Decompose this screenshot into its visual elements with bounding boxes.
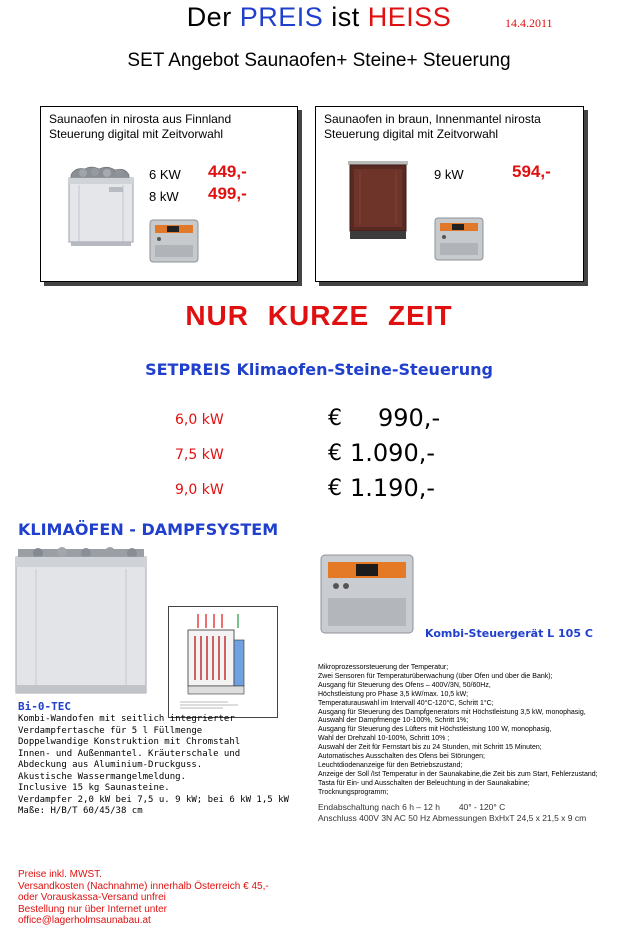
desc-line: Inclusive 15 kg Saunasteine. — [18, 783, 170, 793]
offer-2-text — [316, 107, 583, 142]
spec-line: Wahl der Drehzahl 10-100%, Schritt 10% ; — [318, 735, 450, 743]
footer-email: office@lagerholmsaunabau.at — [18, 915, 151, 926]
brown-stove-image — [346, 159, 410, 243]
kombi-controller-image — [320, 554, 414, 634]
spec-line: Ausgang für Steuerung des Ofens – 400V/3N, 50/60Hz, — [318, 681, 491, 689]
offer-2-line-2: Steuerung digital mit Zeitvorwahl — [324, 127, 499, 141]
stainless-stove-image — [65, 165, 137, 249]
steam-system-diagram — [168, 606, 278, 718]
title-word-heiss: HEISS — [367, 2, 452, 32]
desc-line: Verdampfertasche für 5 l Füllmenge — [18, 725, 203, 736]
spec-line: Mikroprozessorsteuerung der Temperatur; — [318, 664, 449, 671]
footer-notes — [18, 869, 269, 927]
spec-summary-line: Endabschaltung nach 6 h – 12 h 40° - 120° C — [318, 802, 506, 812]
setpreis-currency-6: € — [328, 406, 342, 431]
title-word-der: Der — [186, 2, 232, 32]
setpreis-heading: SETPREIS Klimaofen-Steine-Steuerung — [145, 360, 493, 379]
offer-1-kw-6: 6 KW — [149, 167, 181, 182]
offer-2-line-1: Saunaofen in braun, Innenmantel nirosta — [324, 112, 541, 126]
setpreis-price-6: 990,- — [378, 404, 441, 432]
spec-line: Auswahl der Dampfmenge 10-100%, Schritt 1%; — [318, 717, 469, 725]
offer-1-price-8: 499,- — [208, 184, 247, 203]
spec-line: Trocknungsprogramm; — [318, 788, 389, 796]
klima-heading: KLIMAÖFEN - DAMPFSYSTEM — [18, 520, 279, 539]
bi-o-tec-name: Bi-0-TEC — [18, 700, 71, 713]
offer-1-line-2: Steuerung digital mit Zeitvorwahl — [49, 127, 224, 141]
offer-1-line-1: Saunaofen in nirosta aus Finnland — [49, 112, 232, 126]
setpreis-kw-6: 6,0 kW — [175, 412, 224, 428]
footer-order-note: Bestellung nur über Internet unter — [18, 903, 167, 915]
footer-vat: Preise inkl. MWST. — [18, 869, 102, 880]
controller-spec-list — [318, 664, 633, 798]
bi-o-tec-description — [18, 714, 289, 818]
desc-line: Innen- und Außenmantel. Kräuterschale und — [18, 748, 241, 759]
desc-line: Doppelwandige Konstruktion mit Chromstahl — [18, 737, 241, 747]
spec-line: Höchstleistung pro Phase 3,5 kW/max. 10,5 kW; — [318, 690, 469, 698]
offer-2-price-9: 594,- — [512, 162, 551, 181]
controller-image-2 — [434, 217, 484, 261]
setpreis-price-7-5: 1.090,- — [350, 439, 435, 467]
offer-1-text — [41, 107, 297, 142]
spec-line: Auswahl der Zeit für Fernstart bis zu 24 Stunden, mit Schritt 15 Minuten; — [318, 744, 542, 752]
setpreis-kw-9: 9,0 kW — [175, 482, 224, 498]
setpreis-currency-7-5: € — [328, 441, 342, 466]
promo-banner: NUR KURZE ZEIT — [185, 300, 453, 331]
kombi-controller-name: Kombi-Steuergerät L 105 C — [425, 627, 593, 640]
spec-line: Ausgang für Steuerung des Lüfters mit Höchstleistung 100 W, monophasig, — [318, 726, 552, 734]
spec-line: Zwei Sensoren für Temperaturüberwachung (über Ofen und über die Bank); — [318, 672, 553, 680]
spec-line: Ausgang für Steuerung des Dampfgenerators mit Höchstleistung 3,5 kW, monophasig, — [318, 708, 586, 716]
desc-line: Verdampfer 2,0 kW bei 7,5 u. 9 kW; bei 6 kW 1,5 kW — [18, 794, 289, 805]
offer-1-price-6: 449,- — [208, 162, 247, 181]
spec-line: Temperaturauswahl im Intervall 40°C-120°C, Schritt 1°C; — [318, 699, 494, 707]
title-word-preis: PREIS — [239, 2, 324, 32]
spec-summary-line: Anschluss 400V 3N AC 50 Hz Abmessungen BxHxT 24,5 x 21,5 x 9 cm — [318, 813, 587, 823]
controller-spec-summary — [318, 802, 633, 824]
footer-shipping: Versandkosten (Nachnahme) innerhalb Österreich € 45,- — [18, 880, 269, 892]
footer-prepay: oder Vorauskassa-Versand unfrei — [18, 892, 166, 903]
setpreis-currency-9: € — [328, 476, 342, 501]
title-word-ist: ist — [331, 2, 360, 32]
offer-1-kw-8: 8 kW — [149, 189, 179, 204]
desc-line: Maße: H/B/T 60/45/38 cm — [18, 806, 143, 816]
spec-line: Anzeige der Soll /Ist Temperatur in der Saunakabine,die Zeit bis zum Start, Fehlerzustand; — [318, 770, 598, 778]
desc-line: Akustische Wassermangelmeldung. — [18, 771, 186, 782]
offer-box-brown — [315, 106, 584, 282]
desc-line: Abdeckung aus Aluminium-Druckguss. — [18, 760, 203, 770]
offer-box-finland — [40, 106, 298, 282]
desc-line: Kombi-Wandofen mit seitlich integrierter — [18, 714, 235, 724]
spec-line: Automatisches Ausschalten des Ofens bei Störungen; — [318, 753, 485, 761]
setpreis-kw-7-5: 7,5 kW — [175, 447, 224, 463]
date-label: 14.4.2011 — [505, 16, 553, 30]
spec-line: Tasta für Ein- und Ausschalten der Beleuchtung in der Saunakabine; — [318, 779, 530, 787]
spec-line: Leuchtdiodenanzeige für den Betriebszustand; — [318, 761, 463, 769]
bi-o-tec-stove-image — [14, 547, 149, 697]
offer-2-kw-9: 9 kW — [434, 167, 464, 182]
controller-image-1 — [149, 219, 199, 263]
subtitle: SET Angebot Saunaofen+ Steine+ Steuerung — [127, 50, 511, 71]
setpreis-price-9: 1.190,- — [350, 474, 435, 502]
